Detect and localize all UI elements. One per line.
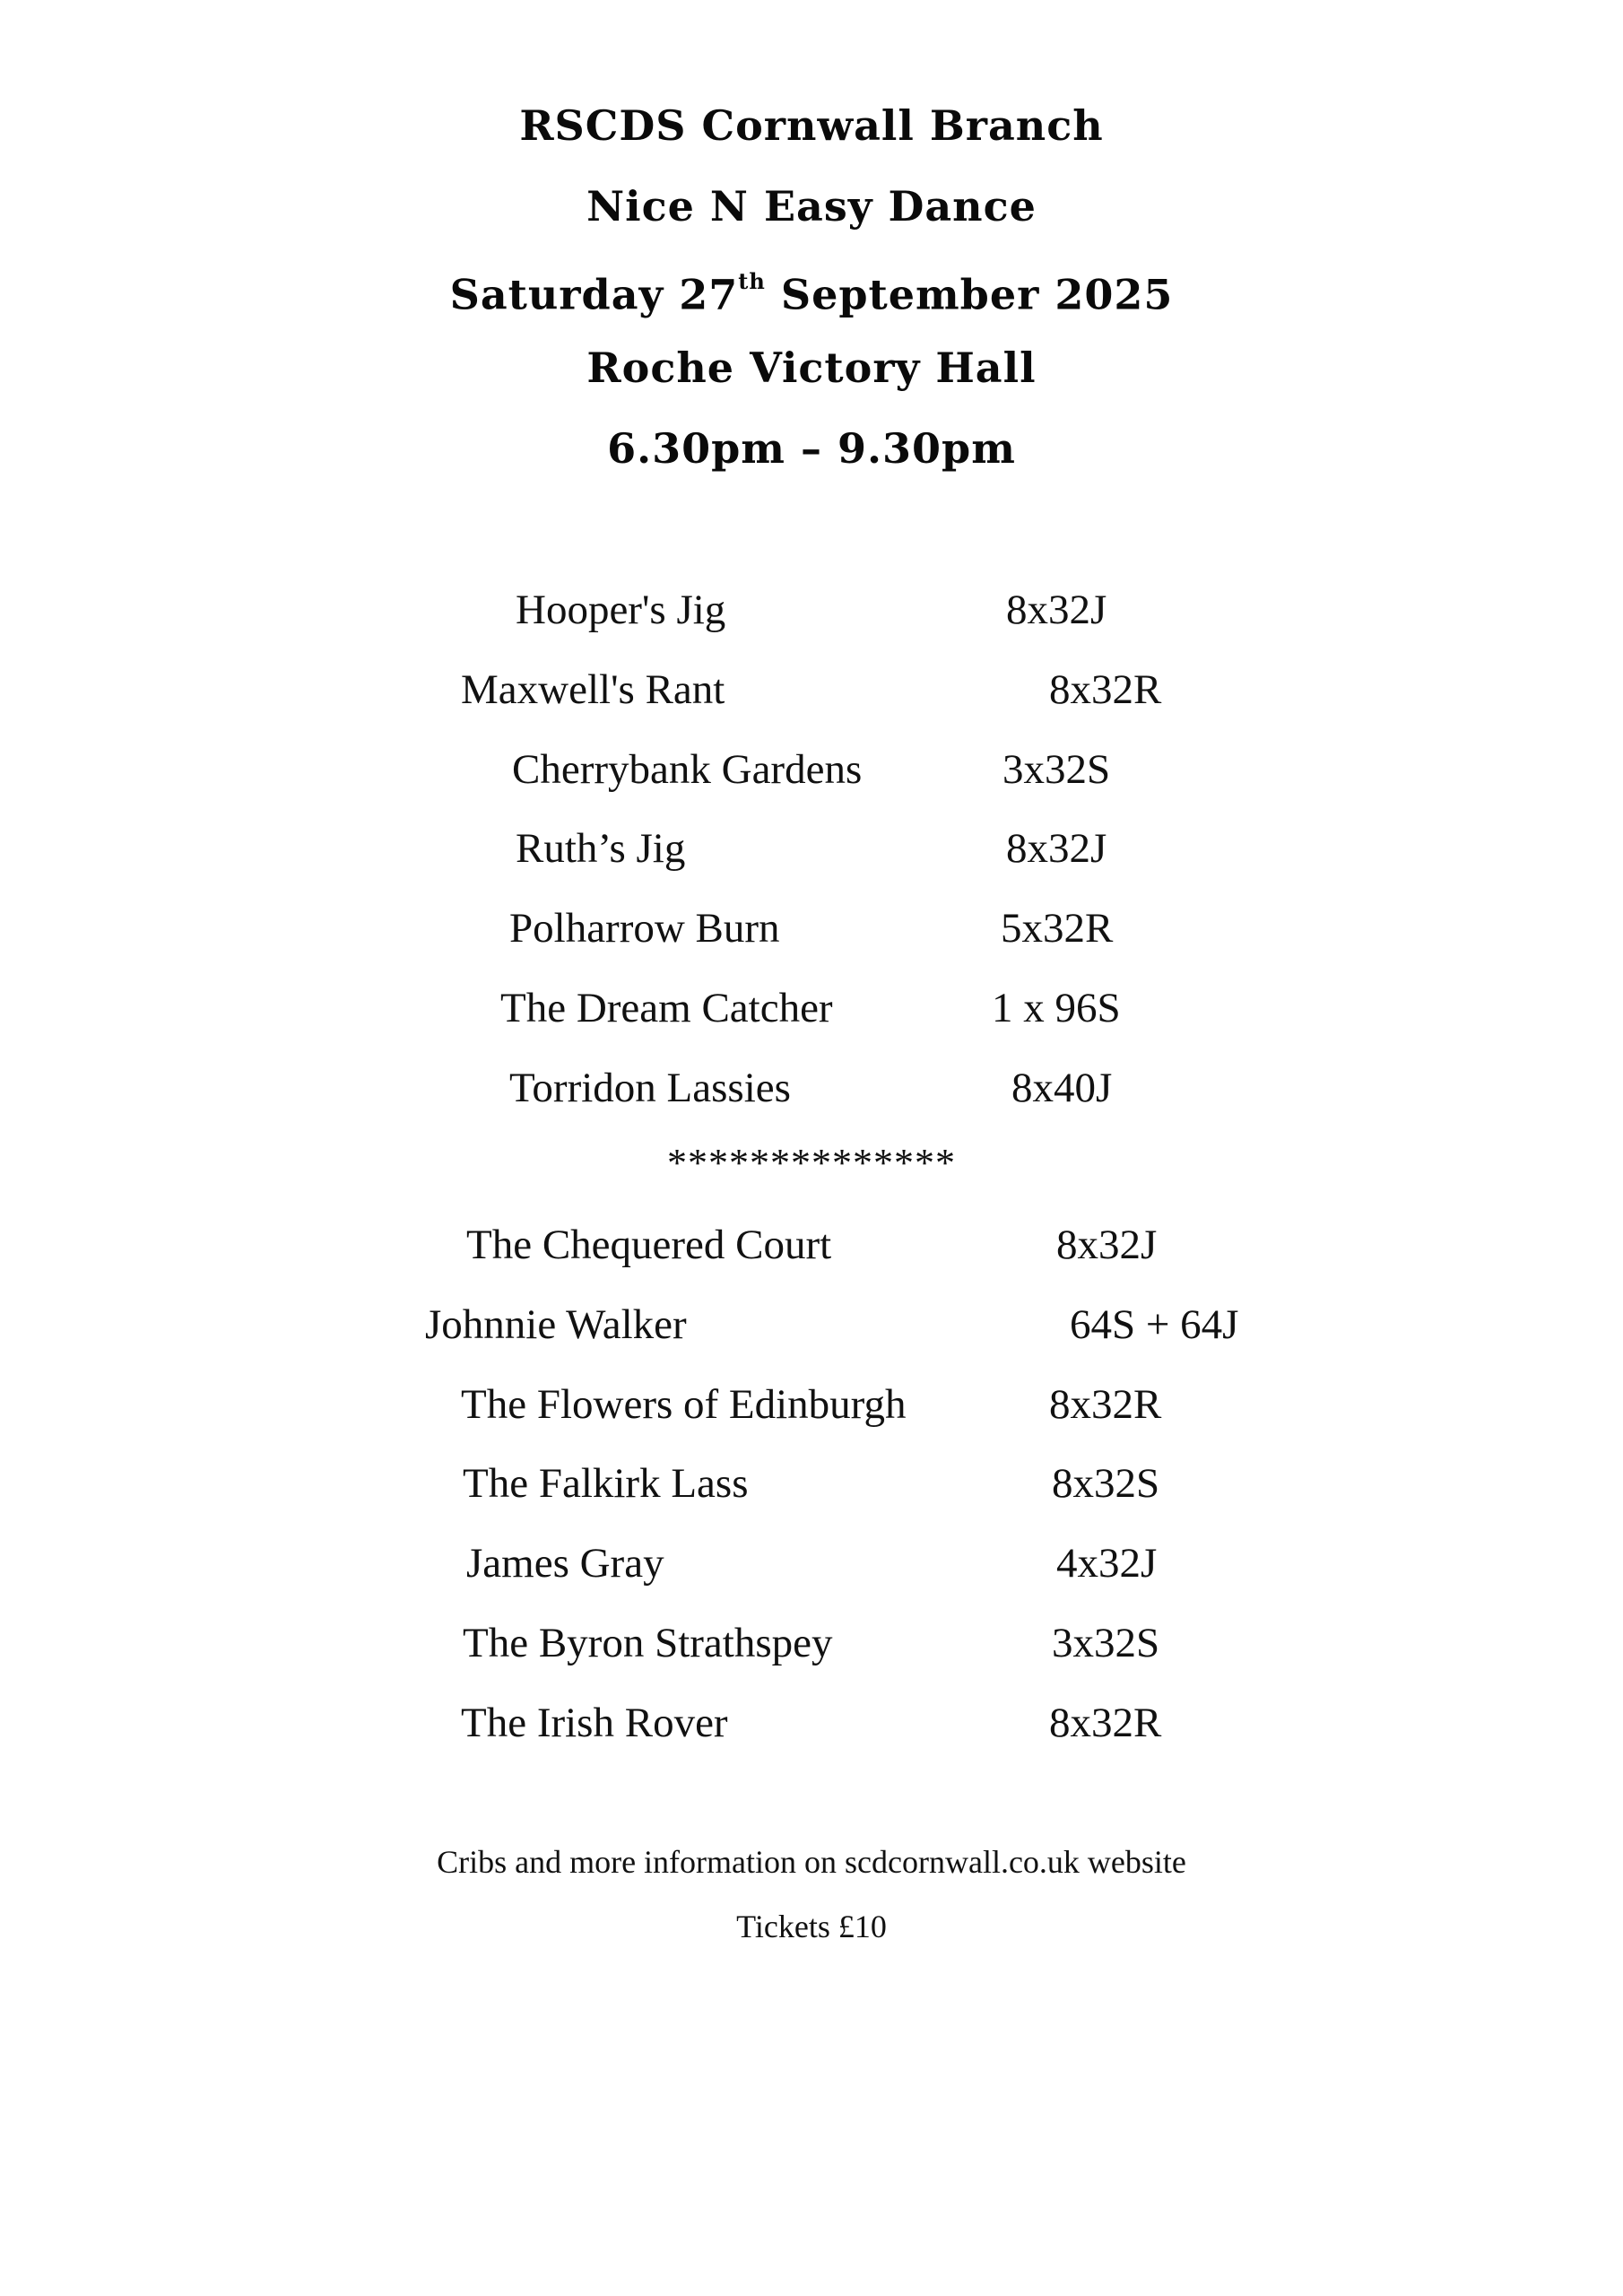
dance-formation: 8x32R <box>1049 666 1162 713</box>
dance-formation: 4x32J <box>1056 1540 1158 1587</box>
dance-row <box>0 1061 1623 1115</box>
dance-formation: 8x32R <box>1049 1381 1162 1428</box>
dance-name: The Irish Rover <box>461 1700 728 1746</box>
dance-name: Polharrow Burn <box>509 905 780 952</box>
dance-formation: 8x32J <box>1056 1222 1158 1268</box>
dance-name: James Gray <box>466 1540 664 1587</box>
ticket-price: Tickets £10 <box>736 1909 887 1944</box>
dance-name: The Dream Catcher <box>500 985 833 1031</box>
dance-name: Torridon Lassies <box>509 1065 791 1111</box>
dance-name: The Chequered Court <box>466 1222 832 1268</box>
dance-row <box>0 1696 1623 1750</box>
dance-formation: 8x32S <box>1052 1460 1160 1507</box>
event-date <box>0 262 1623 319</box>
dance-name: Ruth’s Jig <box>516 825 686 872</box>
dance-row <box>0 901 1623 955</box>
branch-title: RSCDS Cornwall Branch <box>519 101 1104 150</box>
dance-name: Maxwell's Rant <box>461 666 725 713</box>
dance-row <box>0 663 1623 717</box>
event-date-day: Saturday 27 <box>449 270 739 319</box>
dance-row <box>0 1378 1623 1431</box>
interval-separator: ************** <box>667 1141 956 1185</box>
dance-row <box>0 583 1623 637</box>
dance-name: Hooper's Jig <box>516 587 726 633</box>
dance-formation: 8x32J <box>1006 587 1107 633</box>
dance-row <box>0 1218 1623 1272</box>
info-note: Cribs and more information on scdcornwall.co.uk website <box>437 1844 1186 1880</box>
dance-formation: 3x32S <box>1052 1620 1160 1666</box>
event-title: Nice N Easy Dance <box>586 182 1037 230</box>
dance-formation: 8x40J <box>1011 1065 1113 1111</box>
dance-formation: 64S + 64J <box>1070 1301 1239 1348</box>
dance-name: The Flowers of Edinburgh <box>461 1381 907 1428</box>
dance-formation: 5x32R <box>1001 905 1114 952</box>
event-time: 6.30pm – 9.30pm <box>607 424 1016 473</box>
event-date-ordinal: th <box>738 268 766 294</box>
dance-row <box>0 822 1623 875</box>
dance-formation: 8x32J <box>1006 825 1107 872</box>
dance-name: Cherrybank Gardens <box>512 746 863 793</box>
dance-formation: 3x32S <box>1002 746 1111 793</box>
dance-row <box>0 1457 1623 1510</box>
dance-name: The Falkirk Lass <box>463 1460 749 1507</box>
dance-row <box>0 1616 1623 1670</box>
dance-formation: 1 x 96S <box>992 985 1121 1031</box>
dance-name: Johnnie Walker <box>425 1301 687 1348</box>
dance-formation: 8x32R <box>1049 1700 1162 1746</box>
dance-name: The Byron Strathspey <box>463 1620 833 1666</box>
event-venue: Roche Victory Hall <box>586 344 1037 392</box>
event-date-month-year: September 2025 <box>765 270 1174 319</box>
dance-row <box>0 743 1623 796</box>
dance-row <box>0 1536 1623 1590</box>
dance-row <box>0 1298 1623 1352</box>
dance-row <box>0 981 1623 1035</box>
